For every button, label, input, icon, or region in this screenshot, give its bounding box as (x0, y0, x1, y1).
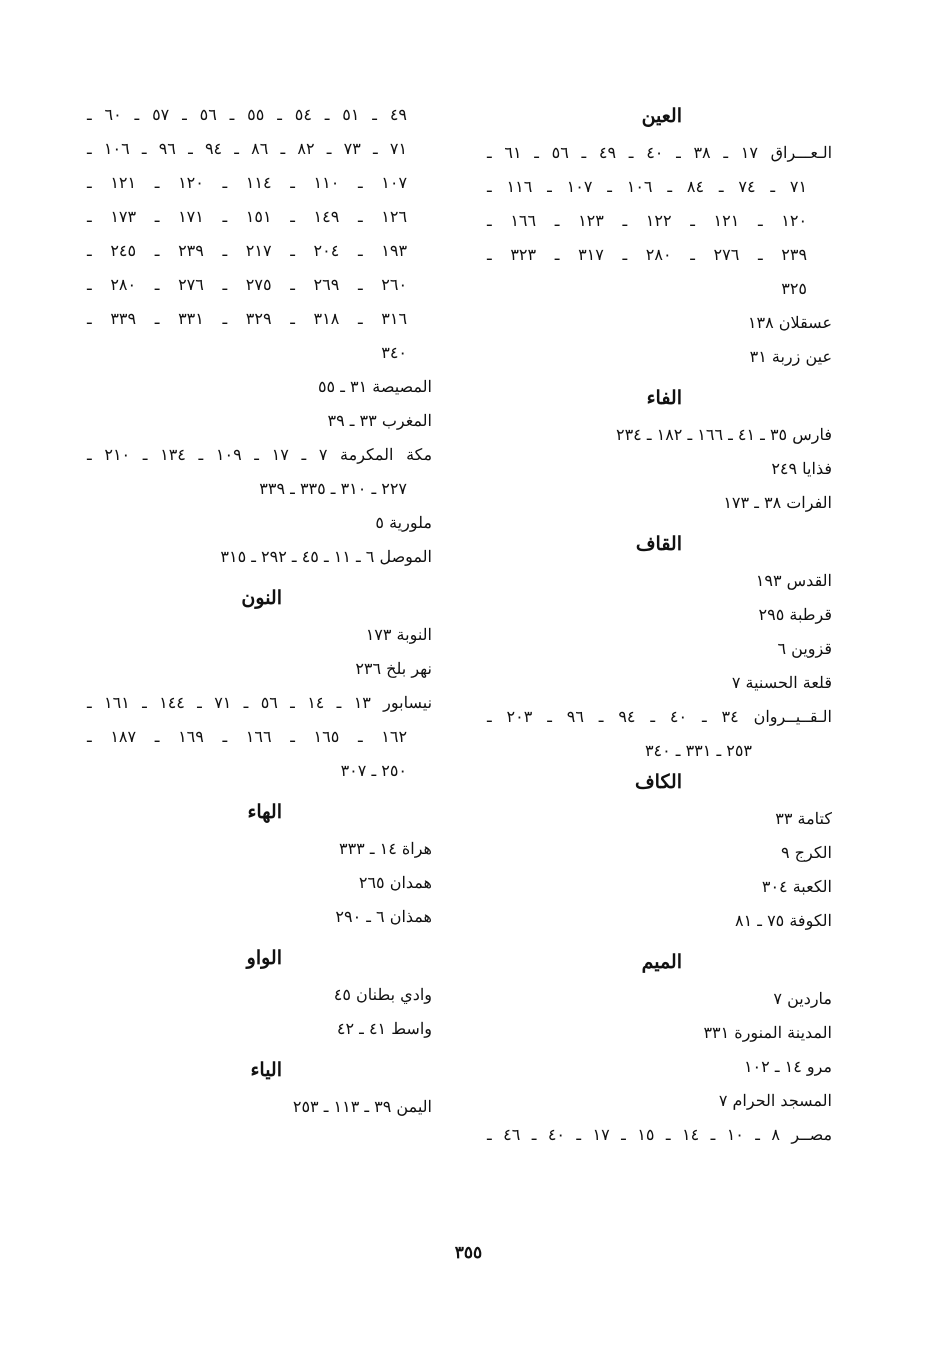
index-entry-maghrib: المغرب ٣٣ ـ ٣٩ (327, 411, 432, 430)
index-entry-continuation: ١٩٣ ـ ٢٠٤ ـ ٢١٧ ـ ٢٣٩ ـ ٢٤٥ ـ (87, 241, 408, 260)
index-entry-harat: هراة ١٤ ـ ٣٣٣ (338, 839, 432, 858)
index-entry-continuation: ١٠٧ ـ ١١٠ ـ ١١٤ ـ ١٢٠ ـ ١٢١ ـ (87, 173, 408, 192)
index-entry-malawriya: ملورية ٥ (375, 513, 432, 532)
section-heading-ya: الياء (250, 1059, 282, 1081)
right-column (487, 90, 832, 1152)
index-entry-fars: فارس ٣٥ ـ ٤١ ـ ١٦٦ ـ ١٨٢ ـ ٢٣٤ (615, 425, 832, 444)
section-heading-fa: الفاء (646, 387, 682, 409)
page-number: ٣٥٥ (454, 1243, 483, 1263)
index-entry-madina: المدينة المنورة ٣٣١ (703, 1023, 832, 1042)
section-heading-ha: الهاء (247, 801, 282, 823)
index-entry-kaaba: الكعبة ٣٠٤ (761, 877, 832, 896)
left-column (87, 90, 432, 1124)
index-entry-continuation: ٣١٦ ـ ٣١٨ ـ ٣٢٩ ـ ٣٣١ ـ ٣٣٩ ـ (87, 309, 408, 328)
index-entry-continuation: ٤٩ ـ ٥١ ـ ٥٤ ـ ٥٥ ـ ٥٦ ـ ٥٧ ـ ٦٠ ـ (87, 105, 407, 124)
index-entry-kufa: الكوفة ٧٥ ـ ٨١ (735, 911, 832, 930)
index-entry-nahr-balkh: نهر بلخ ٢٣٦ (355, 659, 432, 678)
index-entry-misr: مصــر ٨ ـ ١٠ ـ ١٤ ـ ١٥ ـ ١٧ ـ ٤٠ ـ ٤٦ ـ (487, 1125, 833, 1144)
index-entry-fadaya: فذايا ٢٤٩ (771, 459, 832, 478)
index-entry-continuation: ٢٥٠ ـ ٣٠٧ (340, 761, 407, 780)
index-entry-makka: مكة المكرمة ٧ ـ ١٧ ـ ١٠٩ ـ ١٣٤ ـ ٢١٠ ـ (87, 445, 433, 464)
index-entry-naysabur: نيسابور ١٣ ـ ١٤ ـ ٥٦ ـ ٧١ ـ ١٤٤ ـ ١٦١ ـ (87, 693, 433, 712)
index-entry-asqalan: عسقلان ١٣٨ (747, 313, 832, 332)
index-entry-continuation: ٢٣٩ ـ ٢٧٦ ـ ٢٨٠ ـ ٣١٧ ـ ٣٢٣ ـ (487, 245, 808, 264)
index-entry-karaj: الكرج ٩ (781, 843, 832, 862)
index-entry-mardin: ماردين ٧ (773, 989, 832, 1008)
index-entry-wasit: واسط ٤١ ـ ٤٢ (336, 1019, 432, 1038)
index-entry-continuation: ٣٢٥ (781, 279, 807, 298)
index-entry-wadi-butnan: وادي بطنان ٤٥ (333, 985, 432, 1004)
section-heading-qaf: القاف (635, 533, 682, 555)
index-entry-continuation: ٢٦٠ ـ ٢٦٩ ـ ٢٧٥ ـ ٢٧٦ ـ ٢٨٠ ـ (87, 275, 408, 294)
index-entry-quds: القدس ١٩٣ (755, 571, 832, 590)
index-entry-nuba: النوبة ١٧٣ (365, 625, 432, 644)
section-heading-mim: الميم (641, 951, 682, 973)
index-entry-musaybisa: المصيصة ٣١ ـ ٥٥ (317, 377, 432, 396)
section-heading-ain: العين (641, 105, 682, 127)
index-entry-qalat: قلعة الحسنية ٧ (731, 673, 832, 692)
index-entry-yaman: اليمن ٣٩ ـ ١١٣ ـ ٢٥٣ (292, 1097, 432, 1116)
section-heading-kaf: الكاف (634, 771, 682, 793)
index-entry-ain-zarba: عين زربة ٣١ (749, 347, 832, 366)
index-entry-continuation: ١٢٠ ـ ١٢١ ـ ١٢٢ ـ ١٢٣ ـ ١٦٦ ـ (487, 211, 808, 230)
index-entry-continuation: ٣٤٠ (381, 343, 407, 362)
index-entry-continuation: ٧١ ـ ٧٤ ـ ٨٤ ـ ١٠٦ ـ ١٠٧ ـ ١١٦ ـ (487, 177, 808, 196)
index-entry-kutama: كتامة ٣٣ (775, 809, 832, 828)
index-entry-continuation: ٢٢٧ ـ ٣١٠ ـ ٣٣٥ ـ ٣٣٩ (259, 479, 407, 498)
index-entry-masjid: المسجد الحرام ٧ (718, 1091, 832, 1110)
index-entry-marw: مرو ١٤ ـ ١٠٢ (743, 1057, 832, 1076)
index-entry-qurtuba: قرطبة ٢٩٥ (758, 605, 832, 624)
index-entry-hamdan: همدان ٢٦٥ (358, 873, 432, 892)
index-entry-continuation: ١٦٢ ـ ١٦٥ ـ ١٦٦ ـ ١٦٩ ـ ١٨٧ ـ (87, 727, 408, 746)
index-entry-hamadhan: همذان ٦ ـ ٢٩٠ (335, 907, 432, 926)
section-heading-waw: الواو (246, 947, 282, 969)
index-entry-continuation: ١٢٦ ـ ١٤٩ ـ ١٥١ ـ ١٧١ ـ ١٧٣ ـ (87, 207, 408, 226)
index-entry-furat: الفرات ٣٨ ـ ١٧٣ (723, 493, 832, 512)
index-entry-iraq: الـعـــراق ١٧ ـ ٣٨ ـ ٤٠ ـ ٤٩ ـ ٥٦ ـ ٦١ ـ (487, 143, 833, 162)
index-entry-continuation: ٧١ ـ ٧٣ ـ ٨٢ ـ ٨٦ ـ ٩٤ ـ ٩٦ ـ ١٠٦ ـ (87, 139, 408, 158)
index-entry-continuation: ٢٥٣ ـ ٣٣١ ـ ٣٤٠ (644, 741, 752, 760)
index-entry-qazwin: قزوين ٦ (777, 639, 832, 658)
index-entry-mawsil: الموصل ٦ ـ ١١ ـ ٤٥ ـ ٢٩٢ ـ ٣١٥ (220, 547, 432, 566)
index-entry-qayrawan: الـقــيــروان ٣٤ ـ ٤٠ ـ ٩٤ ـ ٩٦ ـ ٢٠٣ ـ (487, 707, 832, 726)
section-heading-nun: النون (241, 587, 282, 609)
